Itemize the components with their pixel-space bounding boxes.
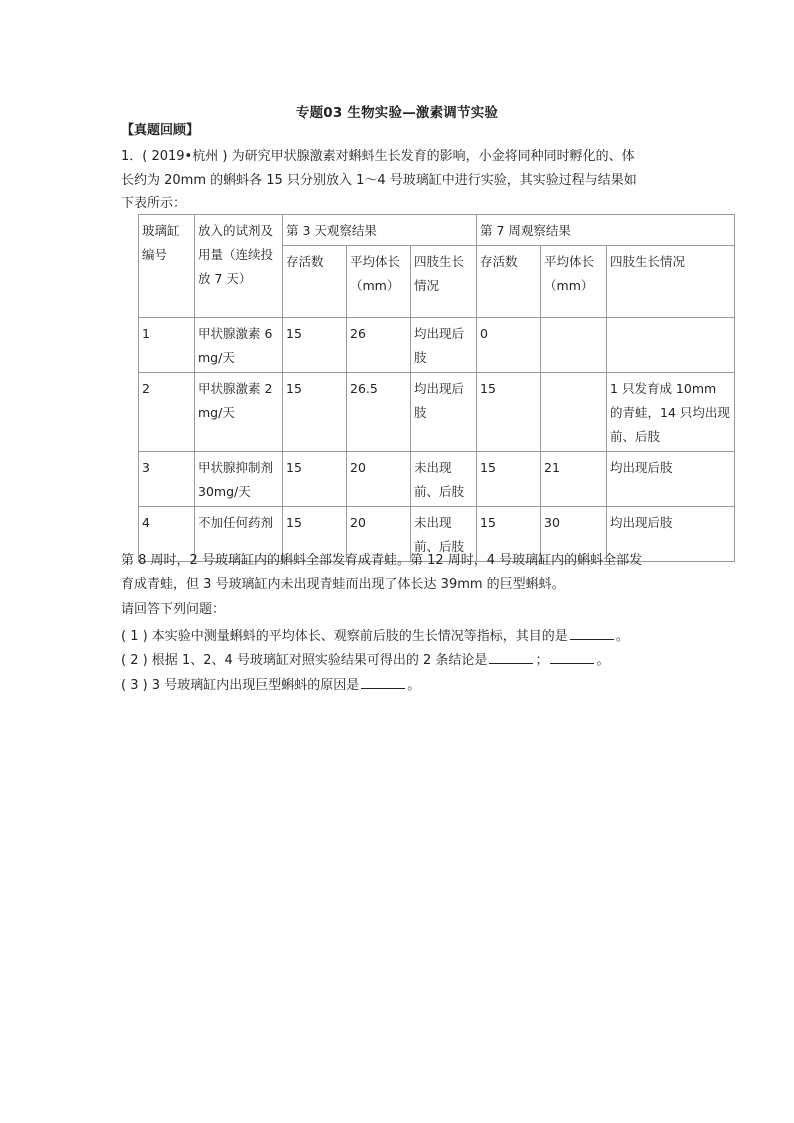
header-d3-survival: 存活数 [283, 246, 347, 318]
cell-d3-survival: 15 [283, 373, 347, 452]
header-d3-length: 平均体长（mm） [347, 246, 411, 318]
prompt-text: 请回答下列问题： [121, 602, 226, 617]
answer-blank[interactable] [570, 625, 614, 640]
cell-w7-survival: 15 [477, 507, 541, 562]
header-w7-survival: 存活数 [477, 246, 541, 318]
cell-tank: 1 [139, 318, 195, 373]
table-row [139, 373, 735, 452]
sub-question-3-text: ( 3 ) 3 号玻璃缸内出现巨型蝌蚪的原因是 [121, 678, 360, 693]
sub-question-2-sep: ； [535, 653, 549, 668]
cell-d3-survival: 15 [283, 452, 347, 507]
cell-w7-limbs: 均出现后肢 [607, 452, 735, 507]
cell-reagent: 甲状腺激素 2mg/天 [195, 373, 283, 452]
cell-w7-length [541, 373, 607, 452]
cell-reagent: 甲状腺抑制剂 30mg/天 [195, 452, 283, 507]
cell-d3-length: 20 [347, 507, 411, 562]
cell-reagent: 不加任何药剂 [195, 507, 283, 562]
cell-w7-length: 21 [541, 452, 607, 507]
cell-tank: 4 [139, 507, 195, 562]
header-tank: 玻璃缸编号 [139, 215, 195, 318]
cell-d3-length: 20 [347, 452, 411, 507]
sub-question-1 [121, 625, 629, 647]
cell-w7-length: 30 [541, 507, 607, 562]
cell-tank: 2 [139, 373, 195, 452]
cell-d3-survival: 15 [283, 507, 347, 562]
cell-d3-limbs: 均出现后肢 [411, 373, 477, 452]
result-text-line-1: 第 8 周时，2 号玻璃缸内的蝌蚪全部发育成青蛙。第 12 周时，4 号玻璃缸内的蝌蚪全部发 [121, 553, 643, 568]
question-intro-line-1: 1．( 2019•杭州 ) 为研究甲状腺激素对蝌蚪生长发育的影响，小金将同种同时孵化的、体 [121, 149, 635, 164]
cell-d3-limbs: 均出现后肢 [411, 318, 477, 373]
table-row [139, 452, 735, 507]
header-reagent: 放入的试剂及用量（连续投放 7 天） [195, 215, 283, 318]
cell-d3-limbs: 未出现前、后肢 [411, 507, 477, 562]
section-label: 【真题回顾】 [121, 123, 200, 138]
sub-question-2 [121, 649, 609, 671]
cell-w7-limbs: 均出现后肢 [607, 507, 735, 562]
answer-blank[interactable] [361, 674, 405, 689]
table-row [139, 318, 735, 373]
cell-w7-survival: 15 [477, 452, 541, 507]
cell-w7-limbs: 1 只发育成 10mm 的青蛙，14 只均出现前、后肢 [607, 373, 735, 452]
header-group-day3: 第 3 天观察结果 [283, 215, 477, 246]
sub-question-3-end: 。 [407, 678, 421, 693]
header-group-week7: 第 7 周观察结果 [477, 215, 735, 246]
header-w7-limbs: 四肢生长情况 [607, 246, 735, 318]
sub-question-1-end: 。 [615, 629, 629, 644]
cell-d3-limbs: 未出现前、后肢 [411, 452, 477, 507]
cell-w7-limbs [607, 318, 735, 373]
sub-question-1-text: ( 1 ) 本实验中测量蝌蚪的平均体长、观察前后肢的生长情况等指标，其目的是 [121, 629, 568, 644]
table-header-row-1 [139, 215, 735, 246]
cell-w7-survival: 0 [477, 318, 541, 373]
answer-blank[interactable] [489, 649, 533, 664]
results-table [138, 214, 735, 562]
sub-question-2-end: 。 [596, 653, 610, 668]
page-title: 专题03 生物实验—激素调节实验 [295, 105, 499, 121]
question-intro-line-2: 长约为 20mm 的蝌蚪各 15 只分别放入 1～4 号玻璃缸中进行实验，其实验过程与结果如 [121, 173, 637, 188]
header-w7-length: 平均体长（mm） [541, 246, 607, 318]
question-intro-line-3: 下表所示： [121, 196, 187, 211]
cell-reagent: 甲状腺激素 6mg/天 [195, 318, 283, 373]
cell-d3-length: 26 [347, 318, 411, 373]
sub-question-2-text: ( 2 ) 根据 1、2、4 号玻璃缸对照实验结果可得出的 2 条结论是 [121, 653, 488, 668]
cell-w7-length [541, 318, 607, 373]
cell-w7-survival: 15 [477, 373, 541, 452]
cell-tank: 3 [139, 452, 195, 507]
result-text-line-2: 育成青蛙，但 3 号玻璃缸内未出现青蛙而出现了体长达 39mm 的巨型蝌蚪。 [121, 577, 565, 592]
answer-blank[interactable] [550, 649, 594, 664]
header-d3-limbs: 四肢生长情况 [411, 246, 477, 318]
cell-d3-length: 26.5 [347, 373, 411, 452]
sub-question-3 [121, 674, 420, 696]
cell-d3-survival: 15 [283, 318, 347, 373]
